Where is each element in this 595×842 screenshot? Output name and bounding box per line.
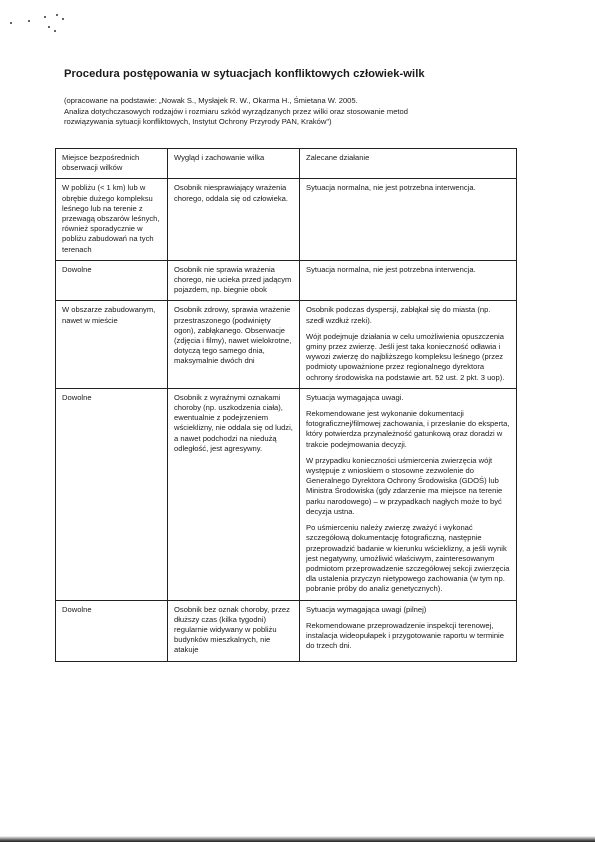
header-place: Miejsce bezpośrednich obserwacji wilków <box>56 149 168 179</box>
cell-action <box>300 260 517 301</box>
table-row <box>56 388 517 600</box>
cell-action <box>300 388 517 600</box>
cell-action <box>300 600 517 661</box>
source-line: (opracowane na podstawie: „Nowak S., Mysłajek R. W., Okarma H., Śmietana W. 2005. <box>64 96 358 105</box>
header-behavior: Wygląd i zachowanie wilka <box>168 149 300 179</box>
source-line: rozwiązywania sytuacji konfliktowych, Instytut Ochrony Przyrody PAN, Kraków") <box>64 117 332 127</box>
scan-edge <box>0 836 595 842</box>
cell-place: Dowolne <box>56 260 168 301</box>
action-paragraph: Sytuacja normalna, nie jest potrzebna interwencja. <box>306 264 476 274</box>
table-header-row <box>56 149 517 179</box>
cell-behavior: Osobnik nie sprawia wrażenia chorego, nie ucieka przed jadącym pojazdem, np. biegnie obok <box>168 260 300 301</box>
action-paragraph: Wójt podejmuje działania w celu umożliwienia opuszczenia gminy przez zwierzę. Jeśli jest taka konieczność odławia i wywozi zwierzę do najbliższego kompleksu leśnego (przez podmioty upoważnione przez regionalnego dyrektora ochrony środowiska na podstawie art. 52 ust. 2 pkt. 3 uop). <box>306 331 505 382</box>
header-action: Zalecane działanie <box>300 149 517 179</box>
cell-place: Dowolne <box>56 600 168 661</box>
action-paragraph: Rekomendowane przeprowadzenie inspekcji terenowej, instalacja wideopułapek i przygotowanie raportu w terminie do trzech dni. <box>306 620 504 651</box>
scan-specks <box>6 10 76 40</box>
procedure-table <box>55 148 517 662</box>
action-paragraph: Sytuacja wymagająca uwagi (pilnej) <box>306 604 427 614</box>
cell-behavior: Osobnik z wyraźnymi oznakami choroby (np. uszkodzenia ciała), ewentualnie z podejrzeniem wścieklizny, nie oddala się od ludzi, a nawet podchodzi na niedużą odległość, jest agresywny. <box>168 388 300 600</box>
table-row <box>56 600 517 661</box>
cell-action <box>300 301 517 388</box>
cell-place: Dowolne <box>56 388 168 600</box>
table-row <box>56 260 517 301</box>
table-row <box>56 301 517 388</box>
action-paragraph: Po uśmierceniu należy zwierzę zważyć i wykonać szczegółową dokumentację fotograficzną, następnie przeprowadzić badanie w kierunku wścieklizny, a jeśli wynik jest negatywny, umożliwić właściwym, zainteresowanym podmiotom przeprowadzenie szczegółowej sekcji zwierzęcia dla ustalenia przyczyn nietypowego zachowania (w tym np. pobranie próby do analiz genetycznych). <box>306 523 510 594</box>
table-row <box>56 179 517 260</box>
action-paragraph: Rekomendowane jest wykonanie dokumentacji fotograficznej/filmowej zachowania, i przesłanie do eksperta, który potwierdza przynależność gatunkową oraz doradzi w trakcie podejmowania decyzji. <box>306 409 510 449</box>
cell-behavior: Osobnik bez oznak choroby, przez dłuższy czas (kilka tygodni) regularnie widywany w pobliżu budynków mieszkalnych, nie atakuje <box>168 600 300 661</box>
cell-place: W obszarze zabudowanym, nawet w mieście <box>56 301 168 388</box>
action-paragraph: Sytuacja normalna, nie jest potrzebna interwencja. <box>306 183 476 193</box>
document-title: Procedura postępowania w sytuacjach konfliktowych człowiek-wilk <box>64 68 425 80</box>
cell-behavior: Osobnik zdrowy, sprawia wrażenie przestraszonego (podwinięty ogon), zabłąkanego. Obserwacje (zdjęcia i filmy), nawet wielokrotne, dotyczą tego samego dnia, maksymalnie dwóch dni <box>168 301 300 388</box>
cell-action <box>300 179 517 260</box>
action-paragraph: Osobnik podczas dyspersji, zabłąkał się do miasta (np. szedł wzdłuż rzeki). <box>306 305 491 325</box>
source-line: Analiza dotychczasowych rodzajów i rozmiaru szkód wyrządzanych przez wilki oraz stosowanie metod <box>64 106 408 116</box>
action-paragraph: Sytuacja wymagająca uwagi. <box>306 392 404 402</box>
source-citation <box>64 96 544 128</box>
action-paragraph: W przypadku konieczności uśmiercenia zwierzęcia wójt występuje z wnioskiem o stosowne zezwolenie do Generalnego Dyrektora Ochrony Środowiska (GDOŚ) lub Ministra Środowiska (gdy zdarzenie ma miejsce na terenie parku narodowego) – w przypadkach nagłych może to być decyzja ustna. <box>306 455 503 516</box>
cell-place: W pobliżu (< 1 km) lub w obrębie dużego kompleksu leśnego lub na terenie z przewagą obszarów leśnych, również sporadycznie w pobliżu zabudowań na tych terenach <box>56 179 168 260</box>
cell-behavior: Osobnik niesprawiający wrażenia chorego, oddala się od człowieka. <box>168 179 300 260</box>
